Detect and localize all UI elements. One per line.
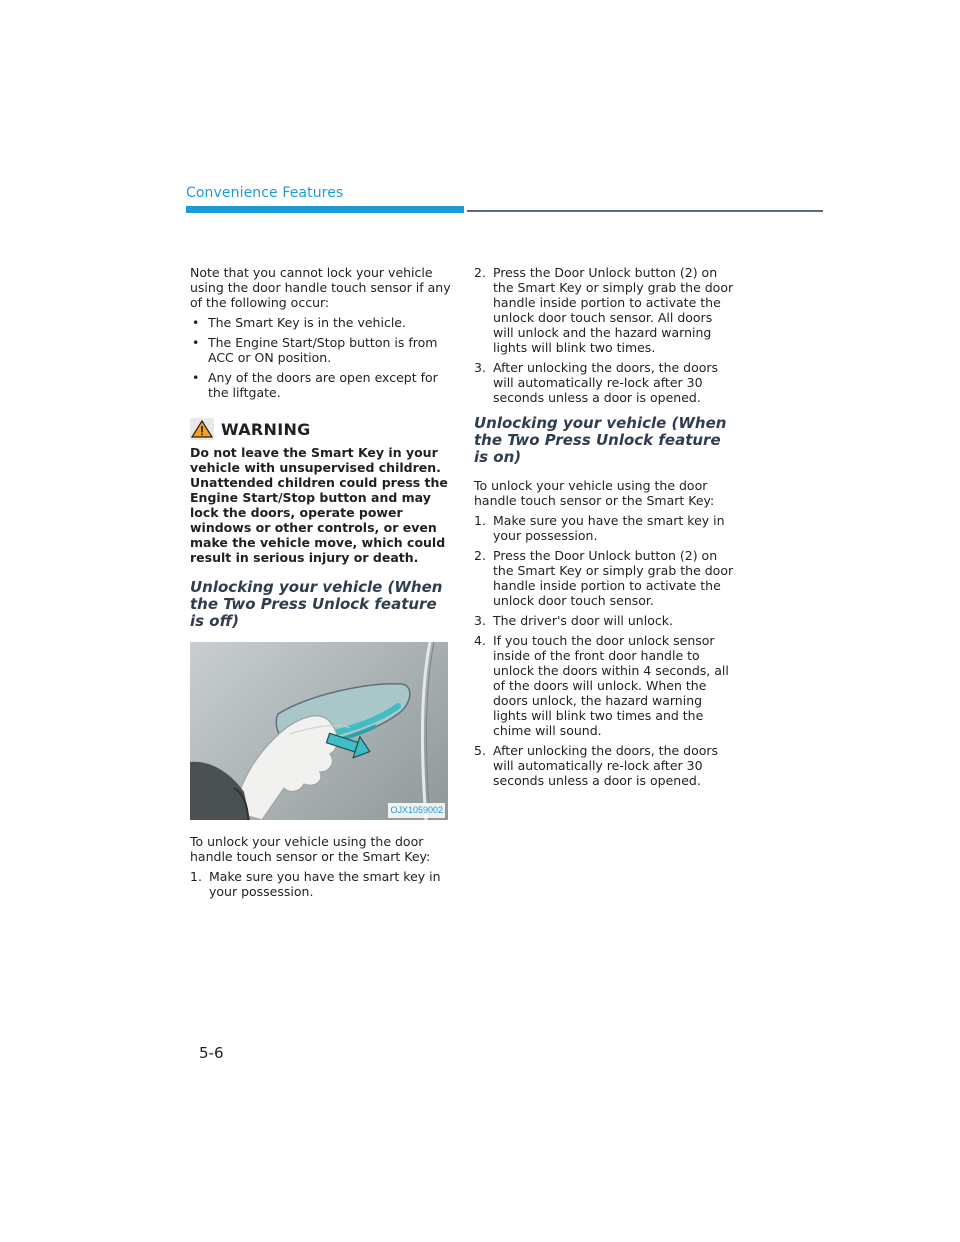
door-handle-figure [190, 642, 448, 820]
list-item: 5. After unlocking the doors, the doors will automatically re-lock after 30 seconds unless a door is opened. [474, 743, 719, 788]
section-title-two-press-on: Unlocking your vehicle (When the Two Press Unlock feature is on) [474, 414, 727, 466]
warning-triangle-icon [190, 418, 214, 440]
section-title-two-press-off: Unlocking your vehicle (When the Two Press Unlock feature is off) [190, 578, 443, 630]
warning-label: WARNING [221, 419, 311, 439]
unlock-intro-text: To unlock your vehicle using the door handle touch sensor or the Smart Key: [190, 834, 431, 864]
warning-text: Do not leave the Smart Key in your vehicle with unsupervised children. Unattended children could press the Engine Start/Stop button and may lock the doors, operate power windows or other controls, or even make the vehicle move, which could result in serious injury or death. [190, 445, 448, 565]
list-item: • Any of the doors are open except for the liftgate. [190, 370, 452, 400]
list-item: 3. The driver's door will unlock. [474, 613, 673, 628]
warning-heading [190, 418, 452, 440]
list-item: 4. If you touch the door unlock sensor inside of the front door handle to unlock the doors within 4 seconds, all of the doors will unlock. When the doors unlock, the hazard warning lights will blink two times and the chime will sound. [474, 633, 729, 738]
page-number: 5-6 [199, 1044, 224, 1062]
list-item: 1. Make sure you have the smart key in your possession. [474, 513, 725, 543]
unlock-on-intro-text: To unlock your vehicle using the door handle touch sensor or the Smart Key: [474, 478, 715, 508]
right-column [474, 265, 736, 793]
unlock-steps-list [190, 869, 452, 899]
left-column [190, 265, 452, 904]
unlock-steps-continued-list [474, 265, 736, 405]
header-accent-bar [186, 206, 464, 213]
list-item: • The Smart Key is in the vehicle. [190, 315, 452, 330]
unlock-on-steps-list [474, 513, 736, 788]
section-header-title: Convenience Features [186, 185, 344, 201]
lock-intro-text: Note that you cannot lock your vehicle using the door handle touch sensor if any of the following occur: [190, 265, 451, 310]
list-item: 2. Press the Door Unlock button (2) on the Smart Key or simply grab the door handle inside portion to activate the unlock door touch sensor. [474, 548, 734, 608]
list-item: 1. Make sure you have the smart key in your possession. [190, 869, 441, 899]
list-item: • The Engine Start/Stop button is from ACC or ON position. [190, 335, 452, 365]
lock-conditions-list [190, 315, 452, 400]
figure-code: OJX1059002 [388, 803, 445, 818]
list-item: 2. Press the Door Unlock button (2) on the Smart Key or simply grab the door handle inside portion to activate the unlock door touch sensor. All doors will unlock and the hazard warning lights will blink two times. [474, 265, 734, 355]
header-rule [467, 210, 823, 212]
list-item: 3. After unlocking the doors, the doors will automatically re-lock after 30 seconds unless a door is opened. [474, 360, 719, 405]
